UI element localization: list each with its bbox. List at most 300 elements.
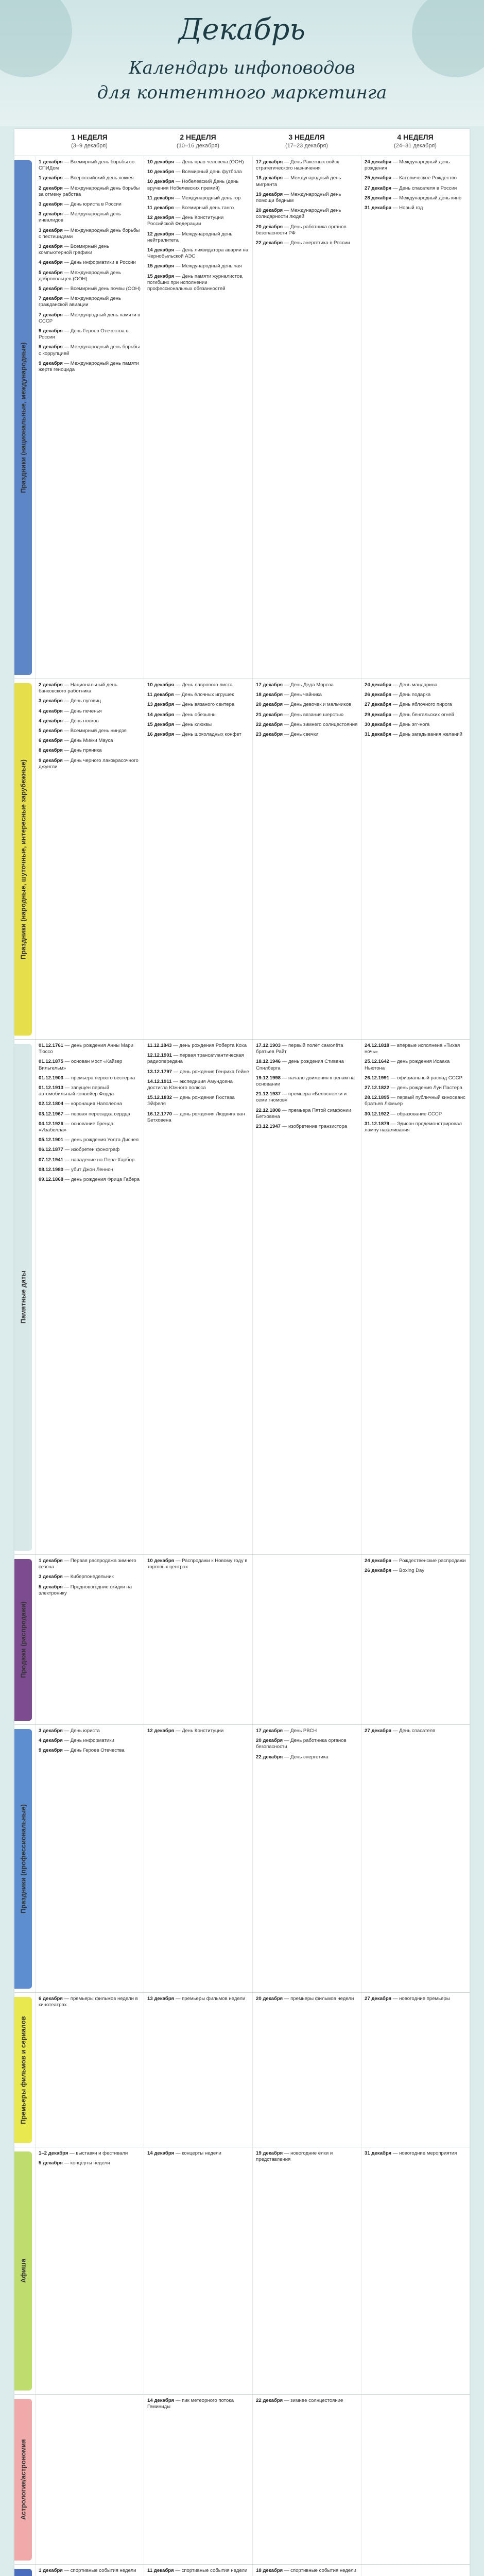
event-text: — спортивные события недели bbox=[174, 2568, 248, 2573]
event-date: 23.12.1947 bbox=[256, 1124, 281, 1130]
event-date: 11 декабря bbox=[147, 2568, 174, 2573]
event-date: 11 декабря bbox=[147, 195, 174, 201]
event-entry bbox=[256, 1738, 358, 1750]
event-entry bbox=[365, 712, 466, 718]
event-entry bbox=[39, 286, 141, 292]
event-date: 15 декабря bbox=[147, 263, 175, 269]
event-date: 14 декабря bbox=[147, 2398, 175, 2403]
event-text: — День носков bbox=[62, 718, 99, 724]
section-row bbox=[14, 1554, 470, 1725]
event-text: — Международный день памяти жертв геноцида bbox=[39, 360, 139, 373]
week-column bbox=[144, 156, 252, 679]
event-text: — Всемирный день почвы (ООН) bbox=[62, 286, 141, 292]
event-date: 20 декабря bbox=[256, 702, 283, 708]
event-date: 17.12.1903 bbox=[256, 1043, 281, 1048]
week-column bbox=[252, 1040, 361, 1555]
event-date: 9 декабря bbox=[39, 328, 63, 334]
event-date: 31 декабря bbox=[365, 205, 392, 211]
event-entry bbox=[39, 1584, 141, 1597]
event-date: 10 декабря bbox=[147, 159, 175, 165]
section-row bbox=[14, 1724, 470, 1993]
event-entry bbox=[256, 1075, 358, 1088]
event-text: — Международный день мигранта bbox=[256, 175, 341, 188]
event-entry bbox=[365, 1121, 466, 1133]
page-subtitle-line2: для контентного маркетинга bbox=[97, 82, 387, 103]
event-text: — День шоколадных конфет bbox=[174, 732, 241, 738]
event-entry bbox=[39, 1111, 141, 1117]
event-entry bbox=[365, 732, 466, 738]
event-entry bbox=[147, 1728, 249, 1734]
event-date: 20 декабря bbox=[256, 1738, 283, 1744]
event-entry bbox=[147, 205, 249, 211]
event-text: — Нобелевский День (день вручения Нобелевских премий) bbox=[147, 179, 239, 191]
event-text: — Католическое Рождество bbox=[391, 175, 457, 181]
section-row bbox=[14, 2394, 470, 2565]
event-entry bbox=[365, 195, 466, 201]
event-text: — День прав человека (ООН) bbox=[174, 159, 244, 165]
event-entry bbox=[256, 2398, 358, 2404]
week-column bbox=[252, 1555, 361, 1725]
event-text: — Предновогодние скидки на электронику bbox=[39, 1584, 132, 1596]
event-text: — День зимнего солнцестояния bbox=[283, 721, 358, 727]
event-text: — первый публичный киносеанс братьев Люмьер bbox=[365, 1095, 465, 1107]
event-text: — коронация Наполеона bbox=[63, 1101, 123, 1107]
week-column bbox=[35, 1993, 144, 2147]
event-text: — Boxing Day bbox=[391, 1568, 425, 1574]
week-column bbox=[35, 1555, 144, 1725]
event-entry bbox=[39, 682, 141, 694]
event-entry bbox=[365, 1728, 466, 1734]
section-row bbox=[14, 156, 470, 679]
event-date: 21 декабря bbox=[256, 711, 283, 718]
week-label: 3 НЕДЕЛЯ bbox=[288, 133, 325, 141]
event-date: 4 декабря bbox=[39, 260, 63, 266]
event-date: 09.12.1868 bbox=[39, 1177, 64, 1183]
event-text: — день рождения Уолта Диснея bbox=[63, 1137, 139, 1143]
event-entry bbox=[256, 1059, 358, 1071]
section-row bbox=[14, 2147, 470, 2395]
event-text: — День эгг-нога bbox=[391, 721, 430, 727]
event-text: — Всемирный день ниндзя bbox=[62, 728, 127, 734]
event-entry bbox=[256, 2568, 358, 2574]
event-text: — День ликвидатора аварии на Чернобыльской АЭС bbox=[147, 247, 249, 260]
event-text: — День юриста в России bbox=[62, 201, 122, 208]
event-text: — новогодние премьеры bbox=[391, 1996, 450, 2002]
week-column bbox=[252, 679, 361, 1040]
event-text: — День пряника bbox=[62, 748, 102, 754]
event-date: 30.12.1922 bbox=[365, 1111, 390, 1117]
event-text: — Международный день борьбы за отмену рабства bbox=[39, 185, 140, 197]
event-text: — Всемирный день борьбы со СПИДом bbox=[39, 159, 135, 172]
event-date: 31.12.1879 bbox=[365, 1121, 390, 1127]
section-label: Астрология/астрономия bbox=[19, 2439, 27, 2520]
week-column bbox=[35, 1725, 144, 1993]
event-text: — новогодние ёлки и представления bbox=[256, 2150, 333, 2163]
event-date: 29 декабря bbox=[365, 711, 392, 718]
section-label: Афиша bbox=[19, 2259, 27, 2283]
event-date: 22 декабря bbox=[256, 240, 283, 246]
event-date: 27 декабря bbox=[365, 1728, 392, 1734]
event-text: — день рождения Исаака Ньютона bbox=[365, 1059, 450, 1071]
event-entry bbox=[256, 1728, 358, 1734]
event-text: — пик метеорного потока Геминиды bbox=[147, 2398, 234, 2410]
event-text: — День клюквы bbox=[174, 721, 212, 727]
event-text: — первая пересадка сердца bbox=[63, 1111, 131, 1117]
event-date: 27 декабря bbox=[365, 1996, 392, 2002]
section-row bbox=[14, 2564, 470, 2576]
event-entry bbox=[39, 1177, 141, 1183]
event-text: — День юриста bbox=[62, 1728, 100, 1734]
event-entry bbox=[147, 702, 249, 708]
event-text: — Международный день добровольцев (ООН) bbox=[39, 269, 122, 282]
event-text: — концерты недели bbox=[174, 2150, 221, 2156]
event-date: 7 декабря bbox=[39, 312, 63, 318]
event-entry bbox=[147, 1053, 249, 1065]
event-text: — День ёлочных игрушек bbox=[174, 692, 234, 698]
event-text: — день рождения Роберта Коха bbox=[171, 1043, 247, 1048]
event-date: 18 декабря bbox=[256, 2568, 283, 2573]
event-text: — основание бренда «Изабелла» bbox=[39, 1121, 114, 1133]
event-text: — Новый год bbox=[391, 205, 423, 211]
section-label: Премьеры фильмов и сериалов bbox=[19, 2016, 27, 2124]
event-entry bbox=[39, 228, 141, 240]
week-column bbox=[361, 1725, 470, 1993]
event-entry bbox=[147, 179, 249, 191]
event-date: 27 декабря bbox=[365, 185, 392, 191]
event-text: — День Микки Мауса bbox=[62, 738, 113, 744]
event-date: 26 декабря bbox=[365, 692, 392, 698]
week-column bbox=[35, 156, 144, 679]
event-date: 1 декабря bbox=[39, 159, 63, 165]
event-date: 3 декабря bbox=[39, 211, 63, 217]
event-entry bbox=[365, 1075, 466, 1081]
event-text: — Распродажи к Новому году в торговых центрах bbox=[147, 1558, 248, 1570]
event-date: 27.12.1822 bbox=[365, 1085, 390, 1091]
event-entry bbox=[39, 1738, 141, 1744]
event-date: 15.12.1832 bbox=[147, 1095, 172, 1101]
event-entry bbox=[256, 722, 358, 728]
week-column bbox=[144, 1040, 252, 1555]
event-entry bbox=[39, 211, 141, 224]
event-text: — День Деда Мороза bbox=[283, 682, 334, 688]
event-entry bbox=[39, 1558, 141, 1570]
event-entry bbox=[365, 1095, 466, 1107]
event-entry bbox=[147, 247, 249, 260]
event-date: 22 декабря bbox=[256, 2398, 283, 2403]
week-column bbox=[361, 2565, 470, 2576]
event-date: 6 декабря bbox=[39, 1996, 63, 2002]
event-date: 4 декабря bbox=[39, 1738, 63, 1744]
event-text: — убит Джон Леннон bbox=[63, 1166, 113, 1173]
event-date: 28.12.1895 bbox=[365, 1095, 390, 1101]
event-text: — Киберпонедельник bbox=[62, 1574, 114, 1580]
event-date: 16.12.1770 bbox=[147, 1111, 172, 1117]
event-date: 3 декабря bbox=[39, 698, 63, 704]
section-label: Продажи (распродажи) bbox=[19, 1601, 27, 1679]
event-text: — День информатики в России bbox=[62, 260, 136, 266]
event-date: 12 декабря bbox=[147, 215, 175, 221]
event-entry bbox=[256, 2150, 358, 2163]
event-text: — Международный день солидарности людей bbox=[256, 208, 341, 220]
event-entry bbox=[147, 1111, 249, 1124]
week-range: (10–16 декабря) bbox=[177, 143, 219, 149]
event-entry bbox=[39, 361, 141, 373]
event-text: — День свечки bbox=[283, 732, 319, 738]
event-text: — день рождения Гюстава Эйфеля bbox=[147, 1095, 235, 1107]
event-text: — День памяти журналистов, погибших при исполнении профессиональных обязанностей bbox=[147, 273, 244, 292]
event-date: 03.12.1967 bbox=[39, 1111, 64, 1117]
event-text: — День Конституции bbox=[174, 1728, 224, 1734]
event-entry bbox=[39, 738, 141, 744]
event-text: — Международный день нейтралитета bbox=[147, 231, 233, 243]
event-date: 01.12.1913 bbox=[39, 1085, 64, 1091]
event-date: 07.12.1941 bbox=[39, 1157, 64, 1163]
event-entry bbox=[256, 702, 358, 708]
event-text: — День бенгальских огней bbox=[391, 711, 454, 718]
event-date: 2 декабря bbox=[39, 682, 63, 688]
week-header bbox=[252, 129, 361, 154]
event-text: — день рождения Луи Пастера bbox=[389, 1085, 462, 1091]
event-entry bbox=[39, 2160, 141, 2166]
event-date: 11.12.1843 bbox=[147, 1043, 172, 1048]
event-text: — спортивные события недели bbox=[62, 2568, 136, 2573]
event-text: — Всемирный день футбола bbox=[174, 169, 242, 175]
event-entry bbox=[39, 1996, 141, 2008]
week-column bbox=[361, 2395, 470, 2565]
event-entry bbox=[256, 682, 358, 688]
event-entry bbox=[147, 1095, 249, 1107]
week-column bbox=[361, 2147, 470, 2395]
event-date: 2 декабря bbox=[39, 185, 63, 191]
event-text: — Международный день гражданской авиации bbox=[39, 296, 122, 308]
event-text: — премьера Пятой симфонии Бетховена bbox=[256, 1107, 351, 1120]
event-date: 22.12.1808 bbox=[256, 1107, 281, 1113]
week-column bbox=[252, 2147, 361, 2395]
event-date: 3 декабря bbox=[39, 244, 63, 250]
event-entry bbox=[256, 1996, 358, 2002]
week-column bbox=[35, 1040, 144, 1555]
event-text: — День обезьяны bbox=[174, 711, 217, 718]
event-entry bbox=[256, 208, 358, 220]
event-date: 27 декабря bbox=[365, 702, 392, 708]
event-date: 1 декабря bbox=[39, 1558, 63, 1564]
event-date: 1 декабря bbox=[39, 2568, 63, 2573]
event-date: 01.12.1761 bbox=[39, 1043, 64, 1048]
section-row bbox=[14, 1039, 470, 1555]
event-date: 10 декабря bbox=[147, 169, 175, 175]
section-label: Праздники (профессиональные) bbox=[19, 1804, 27, 1913]
event-entry bbox=[365, 702, 466, 708]
event-entry bbox=[39, 698, 141, 704]
event-date: 17 декабря bbox=[256, 1728, 283, 1734]
event-entry bbox=[39, 1121, 141, 1133]
event-date: 25 декабря bbox=[365, 175, 392, 181]
event-date: 15 декабря bbox=[147, 273, 175, 279]
event-text: — выставки и фестивали bbox=[68, 2150, 128, 2156]
page-title: Декабрь bbox=[178, 13, 305, 46]
event-entry bbox=[365, 205, 466, 211]
event-date: 7 декабря bbox=[39, 296, 63, 302]
event-text: — Всероссийский день хоккея bbox=[62, 175, 134, 181]
event-text: — День мандарина bbox=[391, 682, 438, 688]
event-date: 21.12.1937 bbox=[256, 1091, 281, 1097]
event-date: 14 декабря bbox=[147, 2150, 175, 2156]
event-text: — Международный день кино bbox=[391, 195, 462, 201]
event-text: — День Героев Отечества bbox=[62, 1748, 125, 1754]
event-entry bbox=[39, 1147, 141, 1153]
event-entry bbox=[365, 682, 466, 688]
section-label: Праздники (национальные, международные) bbox=[19, 342, 27, 493]
event-text: — экспедиция Амундсена достигла Южного полюса bbox=[147, 1078, 233, 1091]
event-entry bbox=[39, 1101, 141, 1107]
event-entry bbox=[365, 692, 466, 698]
week-column bbox=[361, 1040, 470, 1555]
section-label: Праздники (народные, шуточные, интересные зарубежные) bbox=[19, 759, 27, 959]
event-entry bbox=[39, 260, 141, 266]
event-text: — День энергетика в России bbox=[283, 240, 350, 246]
event-text: — Национальный день банковского работника bbox=[39, 682, 117, 694]
week-column bbox=[35, 2147, 144, 2395]
event-entry bbox=[39, 185, 141, 198]
event-entry bbox=[147, 1069, 249, 1075]
event-text: — День вязаного свитера bbox=[174, 702, 235, 708]
event-entry bbox=[39, 1043, 141, 1055]
event-text: — День работника органов безопасности bbox=[256, 1738, 347, 1750]
event-text: — премьеры фильмов недели в кинотеатрах bbox=[39, 1996, 138, 2008]
event-entry bbox=[39, 1157, 141, 1163]
event-date: 20 декабря bbox=[256, 224, 283, 230]
event-text: — Международный день борьбы с пестицидами bbox=[39, 227, 140, 240]
event-text: — официальный распад СССР bbox=[389, 1075, 462, 1081]
event-entry bbox=[256, 692, 358, 698]
page-subtitle-line1: Календарь инфоповодов bbox=[129, 58, 355, 78]
event-text: — День подарка bbox=[391, 692, 431, 698]
event-entry bbox=[39, 344, 141, 357]
event-entry bbox=[365, 159, 466, 172]
event-date: 10 декабря bbox=[147, 179, 175, 185]
event-entry bbox=[39, 2150, 141, 2157]
event-text: — День лаврового листа bbox=[174, 682, 233, 688]
event-date: 6 декабря bbox=[39, 738, 63, 744]
event-text: — День Конституции Российской Федерации bbox=[147, 215, 224, 227]
event-entry bbox=[365, 1111, 466, 1117]
event-entry bbox=[147, 274, 249, 293]
event-entry bbox=[365, 1558, 466, 1564]
event-date: 05.12.1901 bbox=[39, 1137, 64, 1143]
event-text: — начало движения к ценам на основании bbox=[256, 1075, 355, 1088]
event-text: — образование СССР bbox=[389, 1111, 442, 1117]
week-column bbox=[144, 1555, 252, 1725]
week-range: (24–31 декабря) bbox=[394, 143, 437, 149]
event-entry bbox=[39, 328, 141, 341]
event-text: — Международный день помощи бедным bbox=[256, 191, 341, 204]
event-date: 11 декабря bbox=[147, 692, 174, 698]
event-text: — первая трансатлантическая радиопередача bbox=[147, 1053, 244, 1065]
week-column bbox=[361, 156, 470, 679]
week-column bbox=[144, 1725, 252, 1993]
event-date: 20 декабря bbox=[256, 208, 283, 214]
week-column bbox=[144, 2395, 252, 2565]
event-entry bbox=[39, 201, 141, 208]
event-date: 9 декабря bbox=[39, 344, 63, 350]
event-text: — День Героев Отечества в России bbox=[39, 328, 129, 341]
calendar-table bbox=[14, 129, 470, 2576]
event-entry bbox=[39, 244, 141, 256]
event-text: — Эдисон продемонстрировал лампу накаливания bbox=[365, 1121, 462, 1133]
event-entry bbox=[147, 1996, 249, 2002]
event-entry bbox=[256, 1043, 358, 1055]
event-text: — запущен первый автомобильный конвейер Форда bbox=[39, 1085, 114, 1097]
event-date: 31 декабря bbox=[365, 2150, 392, 2156]
event-entry bbox=[147, 263, 249, 269]
event-date: 22 декабря bbox=[256, 1754, 283, 1760]
event-entry bbox=[147, 169, 249, 175]
event-entry bbox=[39, 296, 141, 308]
event-text: — день рождения Фрица Габера bbox=[63, 1177, 140, 1183]
event-text: — Международный день рождения bbox=[365, 159, 450, 172]
event-entry bbox=[256, 159, 358, 172]
event-text: — День загадывания желаний bbox=[391, 732, 462, 738]
event-date: 19 декабря bbox=[256, 2150, 283, 2156]
week-column bbox=[144, 1993, 252, 2147]
event-text: — День спасателя bbox=[391, 1728, 436, 1734]
event-date: 10 декабря bbox=[147, 682, 175, 688]
event-text: — спортивные события недели bbox=[283, 2568, 356, 2573]
event-text: — впервые исполнена «Тихая ночь» bbox=[365, 1043, 460, 1055]
event-entry bbox=[256, 175, 358, 188]
event-text: — премьеры фильмов недели bbox=[174, 1996, 246, 2002]
event-date: 19 декабря bbox=[256, 191, 283, 197]
event-entry bbox=[256, 224, 358, 236]
event-entry bbox=[147, 1079, 249, 1091]
event-text: — Международный день чая bbox=[174, 263, 242, 269]
event-entry bbox=[39, 728, 141, 734]
event-text: — День пуговиц bbox=[62, 698, 101, 704]
event-date: 01.12.1903 bbox=[39, 1075, 64, 1081]
event-entry bbox=[39, 1748, 141, 1754]
week-header bbox=[144, 129, 252, 154]
week-column bbox=[252, 2565, 361, 2576]
event-entry bbox=[147, 231, 249, 244]
event-date: 11 декабря bbox=[147, 205, 174, 211]
event-date: 26.12.1991 bbox=[365, 1075, 390, 1081]
event-entry bbox=[147, 1043, 249, 1049]
event-date: 16 декабря bbox=[147, 732, 175, 738]
event-entry bbox=[256, 240, 358, 246]
event-date: 13 декабря bbox=[147, 702, 175, 708]
event-date: 02.12.1804 bbox=[39, 1101, 64, 1107]
event-text: — первый полёт самолёта братьев Райт bbox=[256, 1043, 343, 1055]
event-text: — зимнее солнцестояние bbox=[283, 2398, 343, 2403]
event-date: 12 декабря bbox=[147, 231, 175, 237]
event-entry bbox=[147, 2568, 249, 2574]
event-date: 24.12.1818 bbox=[365, 1043, 390, 1048]
event-text: — день рождения Стивена Спилберга bbox=[256, 1059, 344, 1071]
event-date: 8 декабря bbox=[39, 748, 63, 754]
event-date: 17 декабря bbox=[256, 159, 283, 165]
section-row bbox=[14, 679, 470, 1040]
event-date: 5 декабря bbox=[39, 269, 63, 276]
page-header bbox=[0, 0, 484, 126]
event-text: — Международный день гор bbox=[174, 195, 241, 201]
event-entry bbox=[256, 1108, 358, 1120]
event-entry bbox=[147, 722, 249, 728]
event-entry bbox=[365, 1059, 466, 1071]
event-date: 28 декабря bbox=[365, 195, 392, 201]
event-date: 4 декабря bbox=[39, 718, 63, 724]
event-text: — День чайника bbox=[283, 692, 322, 698]
event-text: — День спасателя в России bbox=[391, 185, 457, 191]
